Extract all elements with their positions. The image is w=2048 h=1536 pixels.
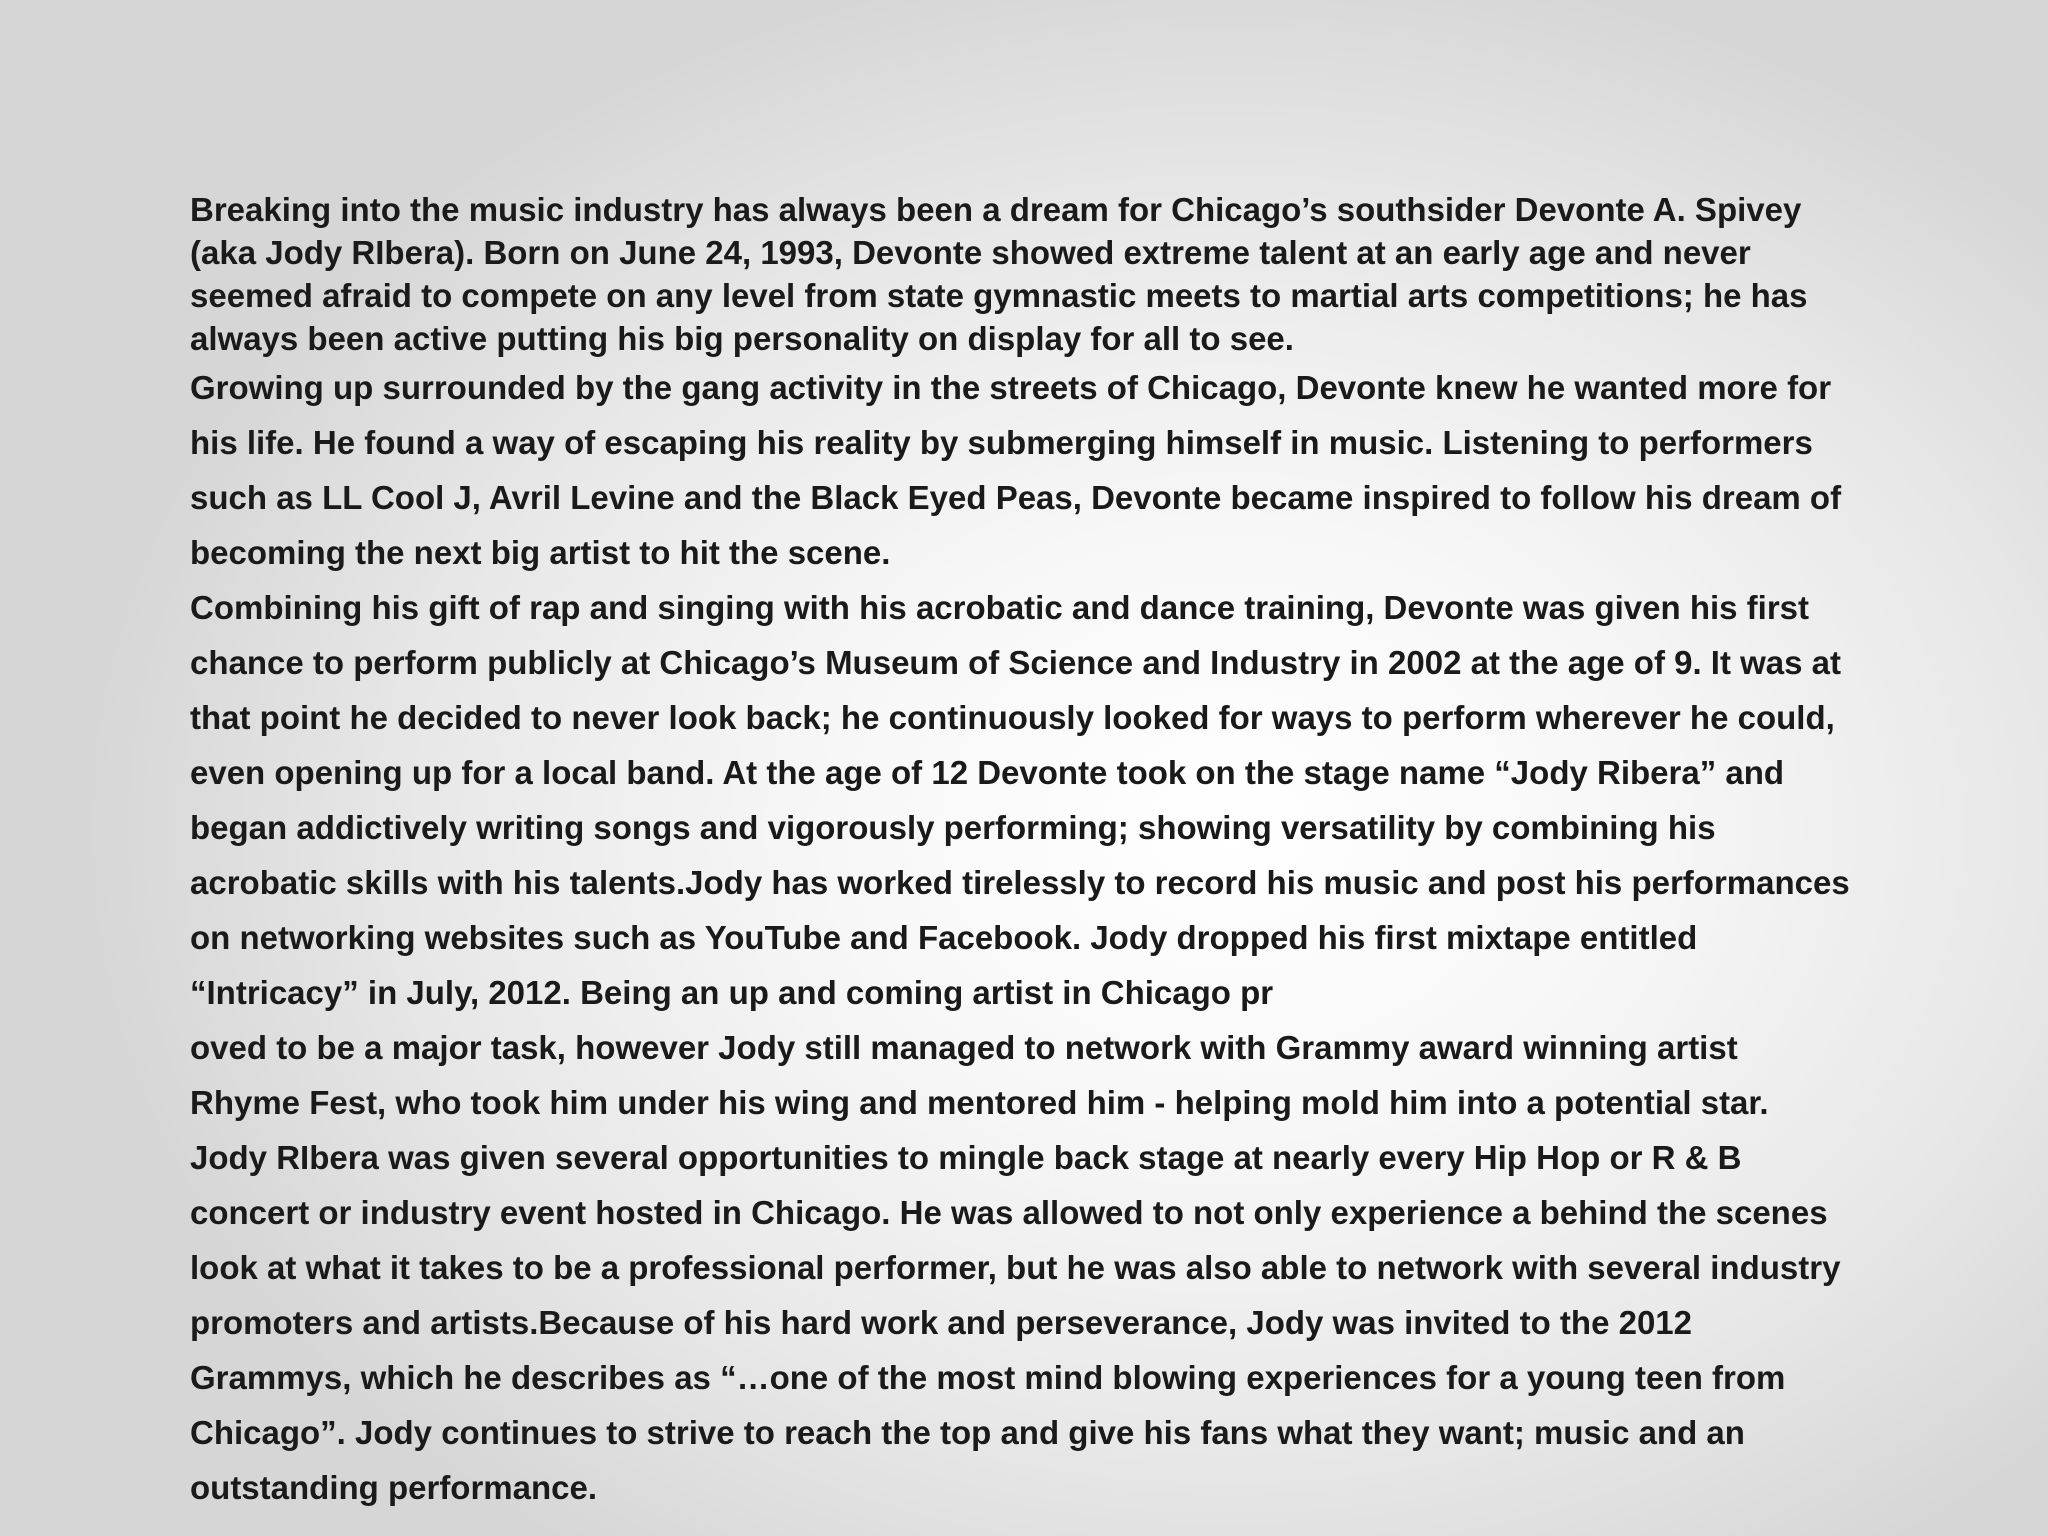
text-line: acrobatic skills with his talents.Jody has worked tirelessly to record his music and post his performances bbox=[190, 864, 1850, 901]
text-line: promoters and artists.Because of his hard work and perseverance, Jody was invited to the 2012 bbox=[190, 1304, 1693, 1341]
text-line: seemed afraid to compete on any level from state gymnastic meets to martial arts competitions; he has bbox=[190, 277, 1808, 314]
text-line: on networking websites such as YouTube and Facebook. Jody dropped his first mixtape entitled bbox=[190, 919, 1698, 956]
text-line: oved to be a major task, however Jody still managed to network with Grammy award winning artist bbox=[190, 1029, 1738, 1066]
text-line: began addictively writing songs and vigorously performing; showing versatility by combining his bbox=[190, 809, 1716, 846]
intro-paragraph bbox=[190, 188, 1990, 360]
text-line: concert or industry event hosted in Chicago. He was allowed to not only experience a behind the scenes bbox=[190, 1194, 1828, 1231]
text-line: (aka Jody RIbera). Born on June 24, 1993, Devonte showed extreme talent at an early age and never bbox=[190, 234, 1751, 271]
slide-text-block bbox=[190, 188, 1990, 1515]
text-line: look at what it takes to be a professional performer, but he was also able to network with several industry bbox=[190, 1249, 1841, 1286]
text-line: chance to perform publicly at Chicago’s Museum of Science and Industry in 2002 at the age of 9. It was at bbox=[190, 644, 1842, 681]
text-line: Rhyme Fest, who took him under his wing and mentored him - helping mold him into a potential star. bbox=[190, 1084, 1769, 1121]
body-paragraphs bbox=[190, 360, 1990, 1515]
text-line: “Intricacy” in July, 2012. Being an up and coming artist in Chicago pr bbox=[190, 974, 1274, 1011]
text-line: that point he decided to never look back; he continuously looked for ways to perform wherever he could, bbox=[190, 699, 1835, 736]
text-line: Combining his gift of rap and singing with his acrobatic and dance training, Devonte was given his first bbox=[190, 589, 1810, 626]
text-line: his life. He found a way of escaping his reality by submerging himself in music. Listening to performers bbox=[190, 424, 1813, 461]
text-line: always been active putting his big personality on display for all to see. bbox=[190, 320, 1294, 357]
text-line: Breaking into the music industry has always been a dream for Chicago’s southsider Devonte A. Spivey bbox=[190, 191, 1802, 228]
text-line: Jody RIbera was given several opportunities to mingle back stage at nearly every Hip Hop or R & B bbox=[190, 1139, 1742, 1176]
text-line: becoming the next big artist to hit the scene. bbox=[190, 534, 891, 571]
text-line: Growing up surrounded by the gang activity in the streets of Chicago, Devonte knew he wanted more for bbox=[190, 369, 1832, 406]
text-line: outstanding performance. bbox=[190, 1469, 598, 1506]
text-line: Chicago”. Jody continues to strive to reach the top and give his fans what they want; music and an bbox=[190, 1414, 1745, 1451]
text-line: even opening up for a local band. At the age of 12 Devonte took on the stage name “Jody Ribera” and bbox=[190, 754, 1785, 791]
text-line: Grammys, which he describes as “…one of the most mind blowing experiences for a young teen from bbox=[190, 1359, 1786, 1396]
text-line: such as LL Cool J, Avril Levine and the Black Eyed Peas, Devonte became inspired to follow his dream of bbox=[190, 479, 1842, 516]
